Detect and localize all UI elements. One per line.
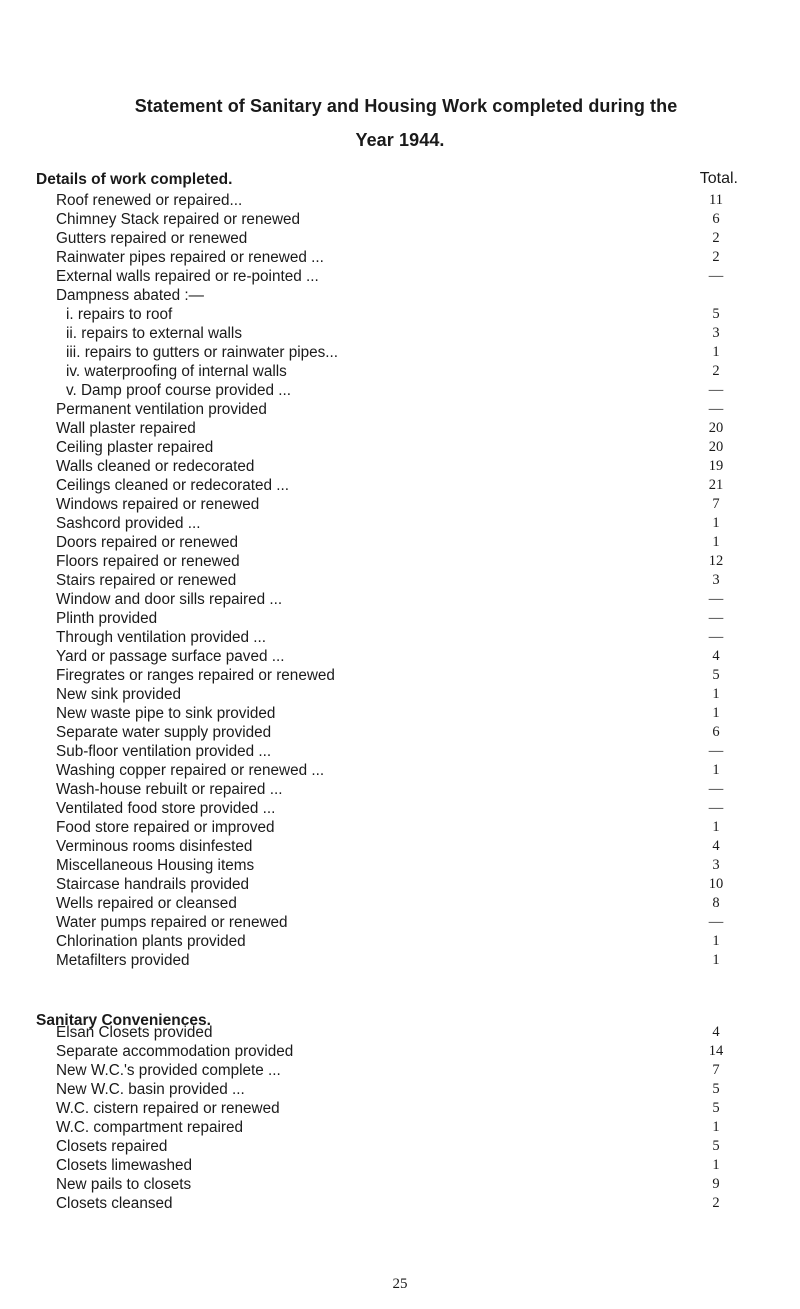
list-item: [56, 1194, 736, 1213]
item-total: 6: [712, 211, 720, 227]
sanitary-heading: Sanitary Conveniences.: [36, 1012, 211, 1029]
item-total: 2: [712, 1195, 720, 1211]
list-item: [56, 362, 736, 381]
item-total: 1: [712, 1119, 720, 1135]
list-item: [56, 742, 736, 761]
item-label: Floors repaired or renewed: [56, 553, 240, 570]
list-item: [56, 419, 736, 438]
list-item: [56, 229, 736, 248]
item-total: 9: [712, 1176, 720, 1192]
list-item: [56, 571, 736, 590]
list-item: [56, 951, 736, 970]
item-label: iv. waterproofing of internal walls: [66, 363, 287, 380]
list-item: [56, 210, 736, 229]
item-label: Through ventilation provided ...: [56, 629, 267, 646]
list-item: [56, 1099, 736, 1118]
list-item: [56, 457, 736, 476]
item-label: Windows repaired or renewed: [56, 496, 260, 513]
item-total: 3: [712, 325, 720, 341]
item-label: v. Damp proof course provided ...: [66, 382, 292, 399]
item-total: 4: [712, 648, 720, 664]
list-item: [56, 476, 736, 495]
list-item: [56, 324, 736, 343]
item-total: —: [708, 914, 724, 930]
item-total: 2: [712, 249, 720, 265]
item-total: 6: [712, 724, 720, 740]
item-label: Plinth provided: [56, 610, 158, 627]
item-total: 5: [712, 1100, 720, 1116]
list-item: [56, 248, 736, 267]
list-item: [56, 837, 736, 856]
item-total: —: [708, 382, 724, 398]
item-label: Separate water supply provided: [56, 724, 272, 741]
item-total: 21: [708, 477, 724, 493]
item-label: Closets cleansed: [56, 1195, 173, 1212]
item-label: Sub-floor ventilation provided ...: [56, 743, 272, 760]
item-total: 1: [712, 952, 720, 968]
item-label: Wells repaired or cleansed: [56, 895, 237, 912]
page-subtitle-year: Year 1944.: [355, 130, 445, 150]
list-item: [56, 761, 736, 780]
item-label: Rainwater pipes repaired or renewed ...: [56, 249, 324, 266]
item-label: Closets limewashed: [56, 1157, 193, 1174]
item-total: 7: [712, 496, 720, 512]
item-total: 1: [712, 933, 720, 949]
list-item: [56, 552, 736, 571]
item-total: —: [708, 591, 724, 607]
item-label: Window and door sills repaired ...: [56, 591, 283, 608]
item-label: Gutters repaired or renewed: [56, 230, 248, 247]
list-item: [56, 514, 736, 533]
item-total: 5: [712, 1081, 720, 1097]
list-item: [56, 1080, 736, 1099]
list-item: [56, 818, 736, 837]
item-total: 1: [712, 1157, 720, 1173]
item-total: 3: [712, 857, 720, 873]
item-total: 3: [712, 572, 720, 588]
item-label: New sink provided: [56, 686, 181, 703]
item-label: External walls repaired or re-pointed ...: [56, 268, 319, 285]
details-heading: Details of work completed.: [36, 171, 233, 188]
item-label: iii. repairs to gutters or rainwater pipes...: [66, 344, 339, 361]
item-label: Wash-house rebuilt or repaired ...: [56, 781, 283, 798]
list-item: [56, 286, 736, 305]
item-total: 4: [712, 1024, 720, 1040]
item-total: 19: [708, 458, 724, 474]
list-item: [56, 381, 736, 400]
list-item: [56, 856, 736, 875]
list-item: [56, 875, 736, 894]
item-label: Sashcord provided ...: [56, 515, 201, 532]
item-label: Doors repaired or renewed: [56, 534, 238, 551]
item-total: —: [708, 743, 724, 759]
list-item: [56, 1023, 736, 1042]
item-label: Wall plaster repaired: [56, 420, 196, 437]
list-item: [56, 685, 736, 704]
item-label: Roof renewed or repaired...: [56, 192, 243, 209]
item-total: 5: [712, 667, 720, 683]
item-label: Food store repaired or improved: [56, 819, 275, 836]
work-items-list: [56, 191, 736, 970]
item-label: Permanent ventilation provided: [56, 401, 267, 418]
page-number: 25: [392, 1276, 408, 1292]
item-label: New waste pipe to sink provided: [56, 705, 276, 722]
item-label: Stairs repaired or renewed: [56, 572, 237, 589]
item-label: Ventilated food store provided ...: [56, 800, 276, 817]
list-item: [56, 267, 736, 286]
item-total: 1: [712, 705, 720, 721]
item-label: Separate accommodation provided: [56, 1043, 294, 1060]
item-total: 1: [712, 686, 720, 702]
list-item: [56, 1156, 736, 1175]
item-label: Walls cleaned or redecorated: [56, 458, 255, 475]
list-item: [56, 628, 736, 647]
list-item: [56, 1137, 736, 1156]
item-total: 1: [712, 819, 720, 835]
item-total: 4: [712, 838, 720, 854]
item-label: Staircase handrails provided: [56, 876, 250, 893]
item-total: 1: [712, 344, 720, 360]
list-item: [56, 438, 736, 457]
list-item: [56, 932, 736, 951]
item-total: 1: [712, 534, 720, 550]
list-item: [56, 666, 736, 685]
list-item: [56, 609, 736, 628]
item-label: ii. repairs to external walls: [66, 325, 242, 342]
list-item: [56, 723, 736, 742]
item-total: 12: [708, 553, 724, 569]
item-label: W.C. cistern repaired or renewed: [56, 1100, 280, 1117]
item-total: —: [708, 629, 724, 645]
page-title: Statement of Sanitary and Housing Work completed during the: [134, 96, 678, 116]
item-label: New W.C. basin provided ...: [56, 1081, 245, 1098]
list-item: [56, 1042, 736, 1061]
item-label: Ceilings cleaned or redecorated ...: [56, 477, 289, 494]
item-label: Closets repaired: [56, 1138, 168, 1155]
item-total: 5: [712, 1138, 720, 1154]
list-item: [56, 780, 736, 799]
list-item: [56, 1118, 736, 1137]
sanitary-items-list: [56, 1023, 736, 1213]
item-label: Miscellaneous Housing items: [56, 857, 255, 874]
item-label: W.C. compartment repaired: [56, 1119, 244, 1136]
item-total: 1: [712, 515, 720, 531]
item-total: 7: [712, 1062, 720, 1078]
item-total: 1: [712, 762, 720, 778]
item-total: 20: [708, 420, 724, 436]
item-label: Ceiling plaster repaired: [56, 439, 214, 456]
item-label: New pails to closets: [56, 1176, 192, 1193]
item-label: Chlorination plants provided: [56, 933, 246, 950]
item-label: Firegrates or ranges repaired or renewed: [56, 667, 335, 684]
list-item: [56, 1061, 736, 1080]
item-total: 10: [708, 876, 724, 892]
item-label: Metafilters provided: [56, 952, 190, 969]
list-item: [56, 894, 736, 913]
item-label: Elsan Closets provided: [56, 1024, 213, 1041]
item-label: Verminous rooms disinfested: [56, 838, 253, 855]
item-total: 20: [708, 439, 724, 455]
item-label: Yard or passage surface paved ...: [56, 648, 285, 665]
list-item: [56, 590, 736, 609]
item-label: Dampness abated :—: [56, 287, 204, 304]
list-item: [56, 400, 736, 419]
list-item: [56, 647, 736, 666]
item-total: 8: [712, 895, 720, 911]
item-total: —: [708, 781, 724, 797]
list-item: [56, 343, 736, 362]
list-item: [56, 191, 736, 210]
item-label: Chimney Stack repaired or renewed: [56, 211, 301, 228]
item-total: 2: [712, 363, 720, 379]
item-total: 14: [708, 1043, 724, 1059]
list-item: [56, 704, 736, 723]
item-total: —: [708, 610, 724, 626]
item-label: New W.C.'s provided complete ...: [56, 1062, 281, 1079]
list-item: [56, 533, 736, 552]
list-item: [56, 913, 736, 932]
item-total: —: [708, 800, 724, 816]
total-column-heading: Total.: [699, 170, 738, 187]
item-total: 5: [712, 306, 720, 322]
item-label: i. repairs to roof: [66, 306, 173, 323]
item-total: 2: [712, 230, 720, 246]
item-total: —: [708, 401, 724, 417]
list-item: [56, 305, 736, 324]
item-total: 11: [709, 192, 723, 208]
list-item: [56, 495, 736, 514]
item-label: Water pumps repaired or renewed: [56, 914, 288, 931]
item-label: Washing copper repaired or renewed ...: [56, 762, 325, 779]
list-item: [56, 1175, 736, 1194]
list-item: [56, 799, 736, 818]
item-total: —: [708, 268, 724, 284]
